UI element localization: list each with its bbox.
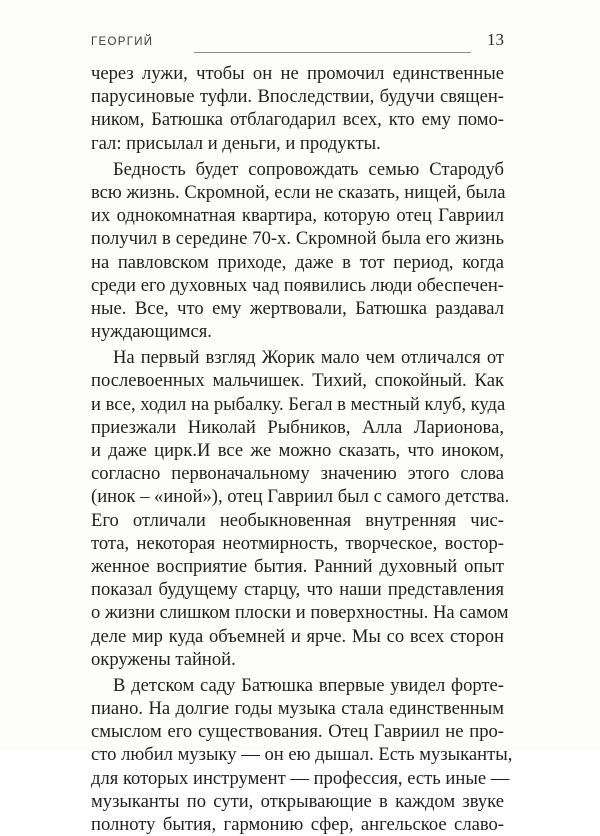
text-line: показал будущему старцу, что наши представления xyxy=(91,579,504,601)
text-line: музыканты по сути, открывающие в каждом звуке xyxy=(91,790,504,812)
text-line: сто любил музыку — он ею дышал. Есть музыканты, xyxy=(91,744,513,766)
text-line: нуждающимся. xyxy=(91,321,212,343)
text-line: среди его духовных чад появились люди обеспечен- xyxy=(91,274,504,296)
text-line: окружены тайной. xyxy=(91,648,236,670)
text-line: ные. Все, что ему жертвовали, Батюшка раздавал xyxy=(91,297,504,319)
text-line: Бедность будет сопровождать семью Стародуб xyxy=(113,158,504,180)
text-line: на павловском приходе, даже в тот период, когда xyxy=(91,251,504,273)
text-line: и даже цирк.И все же можно сказать, что иноком, xyxy=(91,440,504,461)
page-number: 13 xyxy=(487,30,504,49)
text-line: парусиновые туфли. Впоследствии, будучи священ- xyxy=(91,86,504,108)
text-line: На первый взгляд Жорик мало чем отличался от xyxy=(113,347,504,369)
text-line: В детском саду Батюшка впервые увидел форте- xyxy=(113,674,504,696)
text-line: смыслом его существования. Отец Гавриил не про- xyxy=(91,721,504,743)
text-line: их однокомнатная квартира, которую отец Гавриил xyxy=(91,205,504,227)
paragraph-3 xyxy=(91,346,510,671)
header-rule xyxy=(194,52,471,53)
text-line: Его отличали необыкновенная внутренняя чис- xyxy=(91,509,504,531)
text-line: всю жизнь. Скромной, если не сказать, нищей, была xyxy=(91,181,506,203)
paragraph-4 xyxy=(91,674,513,836)
text-line: полноту бытия, гармонию сфер, ангельское славо- xyxy=(91,814,504,835)
text-line: ником, Батюшка отблагодарил всех, кто ему помо- xyxy=(91,109,504,131)
text-line: (инок – «иной»), отец Гавриил был с самого детства. xyxy=(91,486,510,508)
text-line: о жизни слишком плоски и поверхностны. На самом xyxy=(91,602,509,624)
text-line: приезжали Николай Рыбников, Алла Ларионова, xyxy=(91,416,504,438)
paragraph-2 xyxy=(91,158,504,344)
text-line: получил в середине 70-х. Скромной была его жизнь xyxy=(91,228,504,250)
text-line: для которых инструмент — профессия, есть иные — xyxy=(91,767,510,789)
text-line: через лужи, чтобы он не промочил единственные xyxy=(91,63,504,84)
paragraph-1 xyxy=(91,62,504,155)
running-head xyxy=(91,30,504,56)
text-line: послевоенных мальчишек. Тихий, спокойный. Как xyxy=(91,370,504,392)
text-line: пиано. На долгие годы музыка стала единственным xyxy=(91,698,504,720)
text-line: деле мир куда объемней и ярче. Мы со всех сторон xyxy=(91,625,504,647)
text-line: женное восприятие бытия. Ранний духовный опыт xyxy=(91,555,504,577)
running-title: ГЕОРГИЙ xyxy=(91,36,154,48)
body-text xyxy=(91,62,513,836)
text-line: тота, некоторая неотмирность, творческое, востор- xyxy=(91,532,504,554)
text-line: гал: присылал и деньги, и продукты. xyxy=(91,132,381,154)
text-line: согласно первоначальному значению этого слова xyxy=(91,463,504,485)
text-line: и все, ходил на рыбалку. Бегал в местный клуб, куда xyxy=(91,393,506,415)
